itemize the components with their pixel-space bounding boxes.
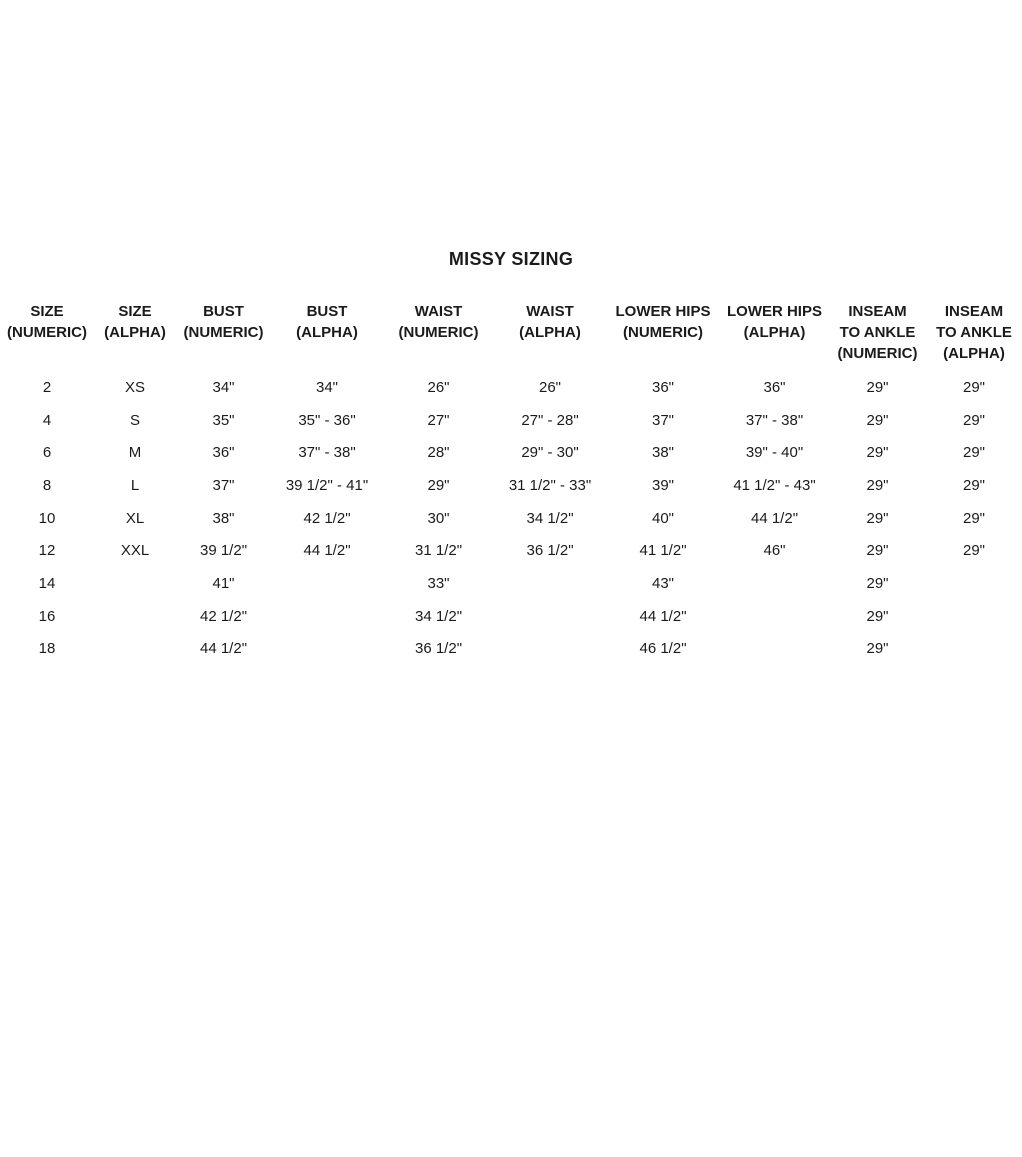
table-cell-size-numeric: 10 xyxy=(38,509,56,527)
column-header-inseam-alpha xyxy=(926,301,1022,371)
table-cell-bust-numeric: 42 1/2" xyxy=(199,607,248,625)
table-cell-size-alpha xyxy=(94,600,176,633)
table-cell-waist-numeric: 33" xyxy=(427,574,450,592)
table-row xyxy=(0,436,1022,469)
table-cell-size-numeric: 14 xyxy=(38,574,56,592)
table-cell-waist-alpha xyxy=(494,600,606,633)
table-cell-waist-numeric: 28" xyxy=(427,444,450,462)
header-row xyxy=(0,301,1022,371)
table-cell-inseam-alpha: 29" xyxy=(962,378,985,396)
table-cell-inseam-numeric: 29" xyxy=(866,476,889,494)
table-cell-inseam-numeric: 29" xyxy=(866,378,889,396)
page-title: MISSY SIZING xyxy=(448,249,574,269)
table-cell-inseam-alpha: 29" xyxy=(962,542,985,560)
missy-sizing-table xyxy=(0,301,1022,665)
table-cell-bust-numeric: 37" xyxy=(212,476,235,494)
column-header-line: LOWER HIPS xyxy=(726,303,822,320)
table-cell-size-numeric: 2 xyxy=(42,378,52,396)
table-row xyxy=(0,567,1022,600)
column-header-line: SIZE xyxy=(30,303,64,320)
table-cell-lower-hips-numeric: 41 1/2" xyxy=(639,542,687,560)
table-cell-inseam-alpha: 29" xyxy=(962,509,985,527)
table-cell-lower-hips-alpha xyxy=(720,567,829,600)
table-row xyxy=(0,371,1022,404)
table-cell-bust-numeric: 39 1/2" xyxy=(199,542,248,560)
table-cell-lower-hips-numeric: 39" xyxy=(651,476,674,494)
column-header-line: LOWER HIPS xyxy=(615,303,711,320)
table-cell-size-numeric: 18 xyxy=(38,640,56,658)
table-cell-size-numeric: 16 xyxy=(38,607,56,625)
table-cell-inseam-numeric: 29" xyxy=(866,542,889,560)
column-header-line: (NUMERIC) xyxy=(7,324,87,341)
table-cell-waist-alpha xyxy=(494,633,606,666)
table-cell-lower-hips-alpha xyxy=(720,600,829,633)
table-cell-inseam-alpha xyxy=(926,633,1022,666)
table-cell-waist-numeric: 31 1/2" xyxy=(414,542,463,560)
column-header-line: (NUMERIC) xyxy=(623,324,703,341)
column-header-bust-numeric xyxy=(176,301,271,371)
column-header-line: BUST xyxy=(203,303,244,320)
table-cell-bust-numeric: 36" xyxy=(212,444,235,462)
table-cell-waist-numeric: 26" xyxy=(427,378,450,396)
table-cell-waist-alpha: 26" xyxy=(538,378,561,396)
column-header-bust-alpha xyxy=(271,301,383,371)
table-cell-bust-alpha: 34" xyxy=(315,378,338,396)
table-cell-lower-hips-alpha: 36" xyxy=(763,378,786,396)
table-cell-inseam-numeric: 29" xyxy=(866,444,889,462)
table-cell-size-alpha: XS xyxy=(124,378,145,396)
table-row xyxy=(0,404,1022,437)
table-cell-inseam-alpha: 29" xyxy=(962,476,985,494)
table-cell-inseam-numeric: 29" xyxy=(866,411,889,429)
table-cell-inseam-numeric: 29" xyxy=(866,607,889,625)
table-cell-inseam-numeric: 29" xyxy=(866,640,889,658)
column-header-line: (ALPHA) xyxy=(943,345,1005,362)
column-header-line: TO ANKLE xyxy=(839,324,916,341)
table-cell-bust-alpha: 35" - 36" xyxy=(298,411,356,429)
table-cell-bust-alpha: 42 1/2" xyxy=(303,509,351,527)
table-cell-waist-numeric: 30" xyxy=(427,509,450,527)
table-row xyxy=(0,633,1022,666)
column-header-line: (ALPHA) xyxy=(104,324,166,341)
table-cell-waist-numeric: 36 1/2" xyxy=(414,640,463,658)
table-cell-inseam-alpha: 29" xyxy=(962,411,985,429)
column-header-line: (ALPHA) xyxy=(519,324,581,341)
table-cell-size-alpha: S xyxy=(129,411,140,429)
table-cell-size-numeric: 12 xyxy=(38,542,56,560)
table-row xyxy=(0,534,1022,567)
table-cell-bust-alpha xyxy=(271,633,383,666)
table-cell-size-alpha xyxy=(94,633,176,666)
table-cell-bust-alpha xyxy=(271,567,383,600)
table-cell-lower-hips-numeric: 43" xyxy=(651,574,674,592)
column-header-line: INSEAM xyxy=(848,303,907,320)
table-cell-waist-numeric: 27" xyxy=(427,411,450,429)
column-header-line: WAIST xyxy=(414,303,463,320)
column-header-lower-hips-numeric xyxy=(606,301,720,371)
table-cell-lower-hips-alpha: 46" xyxy=(763,542,786,560)
table-cell-lower-hips-numeric: 36" xyxy=(651,378,674,396)
table-cell-size-numeric: 4 xyxy=(42,411,52,429)
table-cell-size-alpha: L xyxy=(130,476,140,494)
table-cell-bust-alpha xyxy=(271,600,383,633)
table-cell-lower-hips-alpha: 41 1/2" - 43" xyxy=(733,476,816,494)
column-header-line: (ALPHA) xyxy=(743,324,806,341)
column-header-line: INSEAM xyxy=(944,303,1004,320)
column-header-size-alpha xyxy=(94,301,176,371)
table-cell-waist-numeric: 29" xyxy=(427,476,450,494)
table-cell-bust-numeric: 38" xyxy=(212,509,235,527)
table-cell-lower-hips-numeric: 37" xyxy=(651,411,674,429)
table-cell-waist-alpha: 29" - 30" xyxy=(521,444,579,462)
column-header-lower-hips-alpha xyxy=(720,301,829,371)
column-header-line: BUST xyxy=(306,303,348,320)
table-cell-lower-hips-alpha xyxy=(720,633,829,666)
table-row xyxy=(0,600,1022,633)
table-row xyxy=(0,502,1022,535)
table-cell-waist-alpha: 36 1/2" xyxy=(526,542,574,560)
table-cell-lower-hips-alpha: 44 1/2" xyxy=(750,509,799,527)
table-cell-bust-numeric: 41" xyxy=(212,574,235,592)
table-cell-lower-hips-alpha: 39" - 40" xyxy=(745,444,804,462)
column-header-line: (ALPHA) xyxy=(296,324,358,341)
table-cell-inseam-alpha xyxy=(926,567,1022,600)
table-cell-size-alpha xyxy=(94,567,176,600)
table-cell-size-alpha: XXL xyxy=(120,542,150,560)
table-cell-lower-hips-numeric: 44 1/2" xyxy=(639,607,687,625)
table-cell-size-alpha: M xyxy=(128,444,142,462)
table-cell-bust-alpha: 39 1/2" - 41" xyxy=(285,476,369,494)
table-cell-waist-alpha: 27" - 28" xyxy=(521,411,579,429)
column-header-inseam-numeric xyxy=(829,301,926,371)
column-header-line: (NUMERIC) xyxy=(837,345,918,362)
column-header-waist-numeric xyxy=(383,301,494,371)
table-cell-inseam-numeric: 29" xyxy=(866,509,889,527)
table-cell-inseam-alpha xyxy=(926,600,1022,633)
table-cell-lower-hips-alpha: 37" - 38" xyxy=(745,411,804,429)
table-cell-size-numeric: 8 xyxy=(42,476,52,494)
table-cell-inseam-alpha: 29" xyxy=(962,444,985,462)
table-body xyxy=(0,371,1022,665)
table-cell-size-alpha: XL xyxy=(125,509,145,527)
column-header-line: (NUMERIC) xyxy=(398,324,479,341)
table-cell-bust-alpha: 37" - 38" xyxy=(298,444,356,462)
table-cell-waist-alpha xyxy=(494,567,606,600)
table-cell-size-numeric: 6 xyxy=(42,444,52,462)
table-cell-waist-alpha: 31 1/2" - 33" xyxy=(508,476,592,494)
missy-sizing-page xyxy=(0,248,1022,1157)
column-header-line: TO ANKLE xyxy=(936,324,1012,341)
column-header-line: WAIST xyxy=(526,303,574,320)
table-cell-waist-alpha: 34 1/2" xyxy=(526,509,574,527)
table-cell-lower-hips-numeric: 46 1/2" xyxy=(639,640,687,658)
table-cell-bust-numeric: 44 1/2" xyxy=(199,640,248,658)
table-cell-lower-hips-numeric: 38" xyxy=(651,444,674,462)
table-cell-lower-hips-numeric: 40" xyxy=(651,509,674,527)
column-header-size-numeric xyxy=(0,301,94,371)
table-cell-bust-numeric: 34" xyxy=(212,378,235,396)
table-cell-bust-numeric: 35" xyxy=(212,411,235,429)
table-row xyxy=(0,469,1022,502)
column-header-line: (NUMERIC) xyxy=(183,324,264,341)
column-header-waist-alpha xyxy=(494,301,606,371)
column-header-line: SIZE xyxy=(118,303,152,320)
table-cell-waist-numeric: 34 1/2" xyxy=(414,607,463,625)
table-cell-bust-alpha: 44 1/2" xyxy=(303,542,351,560)
table-cell-inseam-numeric: 29" xyxy=(866,574,889,592)
